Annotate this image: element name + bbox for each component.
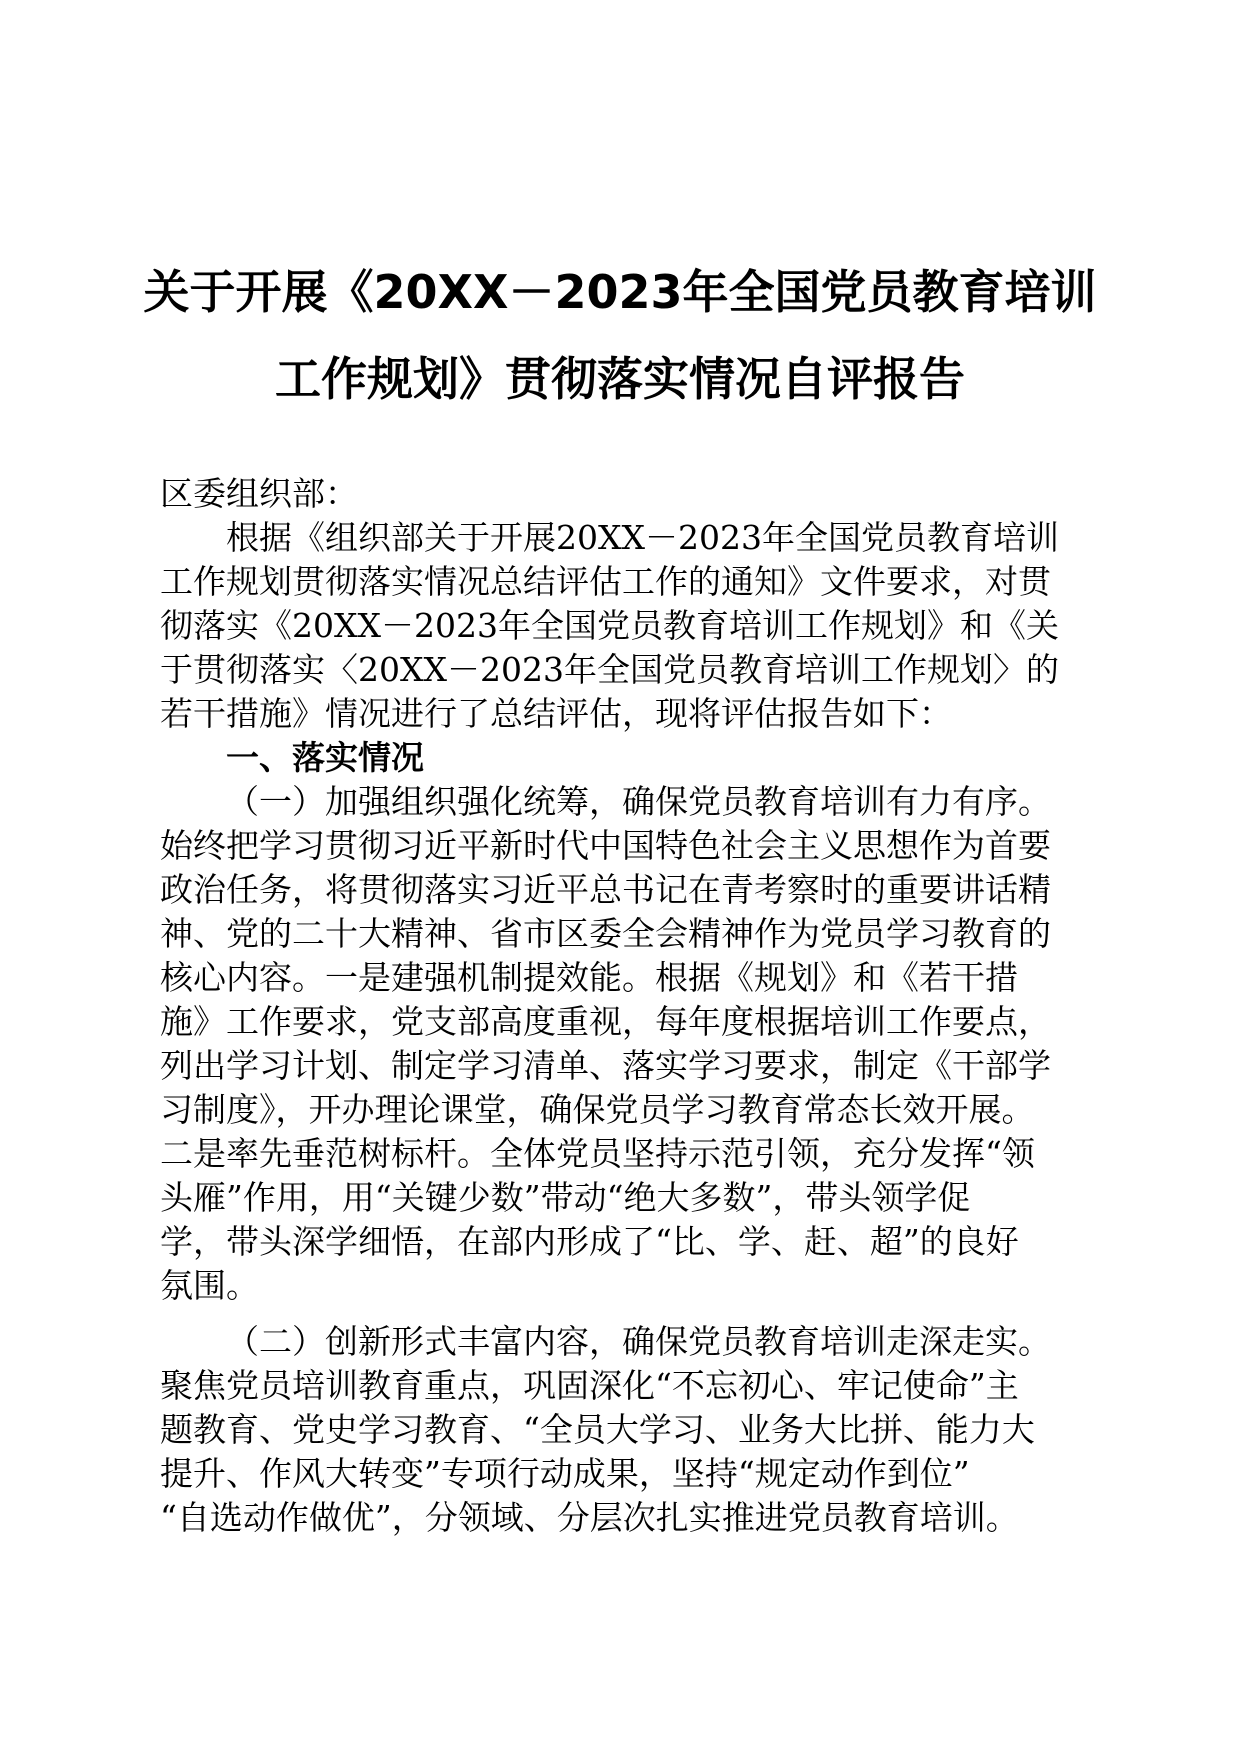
document-title-line-2: 工作规划》贯彻落实情况自评报告 <box>275 352 965 406</box>
subsection-2-paragraph <box>160 1320 1080 1540</box>
paragraph-line: 头雁”作用，用“关键少数”带动“绝大多数”，带头领学促 <box>160 1178 971 1217</box>
paragraph-line: 政治任务，将贯彻落实习近平总书记在青考察时的重要讲话精 <box>160 870 1051 909</box>
paragraph-line: 核心内容。一是建强机制提效能。根据《规划》和《若干措 <box>160 958 1018 997</box>
subsection-heading-line: （一）加强组织强化统筹，确保党员教育培训有力有序。 <box>226 782 1051 821</box>
section-heading: 一、落实情况 <box>226 738 424 777</box>
document-body <box>160 472 1080 1540</box>
addressee: 区委组织部： <box>160 474 358 513</box>
paragraph-line: 习制度》，开办理论课堂，确保党员学习教育常态长效开展。 <box>160 1090 1035 1129</box>
paragraph-line: 神、党的二十大精神、省市区委全会精神作为党员学习教育的 <box>160 914 1051 953</box>
paragraph-line: 施》工作要求，党支部高度重视，每年度根据培训工作要点， <box>160 1002 1051 1041</box>
document-title-line-1: 关于开展《20XX－2023年全国党员教育培训 <box>143 265 1097 319</box>
paragraph-line: “自选动作做优”，分领域、分层次扎实推进党员教育培训。 <box>160 1498 1019 1537</box>
paragraph-line: 于贯彻落实〈20XX－2023年全国党员教育培训工作规划〉的 <box>160 650 1059 689</box>
paragraph-line: 列出学习计划、制定学习清单、落实学习要求，制定《干部学 <box>160 1046 1051 1085</box>
paragraph-line: 彻落实《20XX－2023年全国党员教育培训工作规划》和《关 <box>160 606 1059 645</box>
paragraph-line: 提升、作风大转变”专项行动成果，坚持“规定动作到位” <box>160 1454 970 1493</box>
paragraph-line: 氛围。 <box>160 1266 259 1305</box>
paragraph-line: 学，带头深学细悟，在部内形成了“比、学、赶、超”的良好 <box>160 1222 1019 1261</box>
paragraph-line: 若干措施》情况进行了总结评估，现将评估报告如下： <box>160 694 952 733</box>
intro-paragraph <box>160 516 1080 736</box>
subsection-1-paragraph <box>160 780 1080 1308</box>
subsection-heading-line: （二）创新形式丰富内容，确保党员教育培训走深走实。 <box>226 1322 1051 1361</box>
paragraph-gap <box>160 1308 1080 1320</box>
paragraph-line: 工作规划贯彻落实情况总结评估工作的通知》文件要求，对贯 <box>160 562 1051 601</box>
paragraph-line: 始终把学习贯彻习近平新时代中国特色社会主义思想作为首要 <box>160 826 1051 865</box>
paragraph-line: 聚焦党员培训教育重点，巩固深化“不忘初心、牢记使命”主 <box>160 1366 1019 1405</box>
paragraph-line: 根据《组织部关于开展20XX－2023年全国党员教育培训 <box>226 518 1059 557</box>
paragraph-line: 题教育、党史学习教育、“全员大学习、业务大比拼、能力大 <box>160 1410 1035 1449</box>
paragraph-line: 二是率先垂范树标杆。全体党员坚持示范引领，充分发挥“领 <box>160 1134 1035 1173</box>
